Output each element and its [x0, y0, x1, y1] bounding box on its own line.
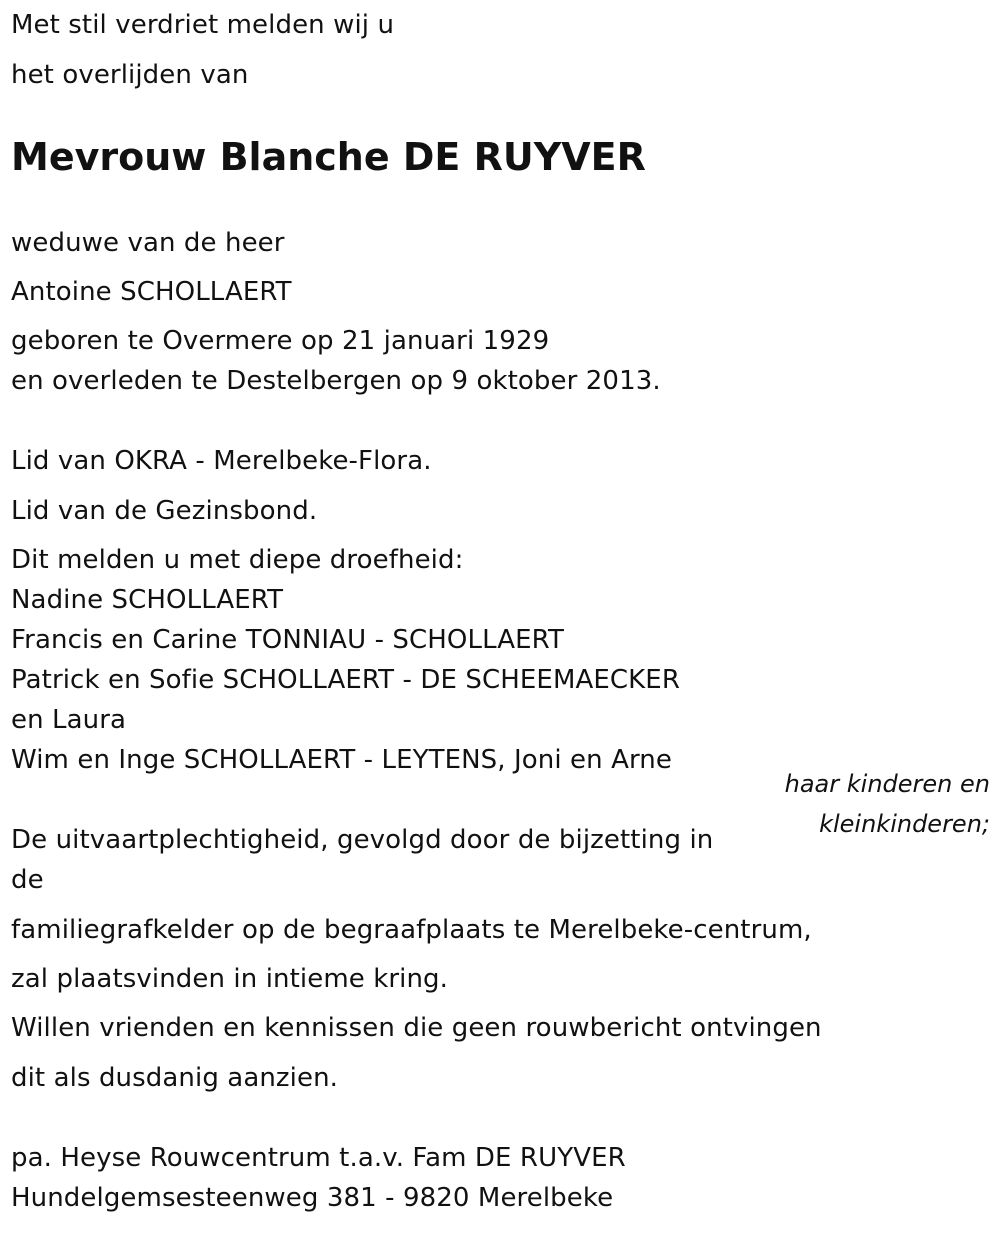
funeral-line-1b: de: [11, 865, 44, 895]
family-member: Patrick en Sofie SCHOLLAERT - DE SCHEEMAECKER: [11, 665, 680, 695]
family-member: Francis en Carine TONNIAU - SCHOLLAERT: [11, 625, 564, 655]
widow-line-1: weduwe van de heer: [11, 228, 285, 258]
funeral-line-4: Willen vrienden en kennissen die geen rouwbericht ontvingen: [11, 1013, 822, 1043]
family-member: Nadine SCHOLLAERT: [11, 585, 284, 615]
deceased-name: Mevrouw Blanche DE RUYVER: [11, 135, 646, 179]
widow-line-2: Antoine SCHOLLAERT: [11, 277, 292, 307]
intro-line-1: Met stil verdriet melden wij u: [11, 10, 395, 40]
funeral-line-1: De uitvaartplechtigheid, gevolgd door de bijzetting in: [11, 825, 714, 855]
intro-line-2: het overlijden van: [11, 60, 249, 90]
family-relation-line-1: haar kinderen en: [784, 770, 990, 798]
funeral-line-3: zal plaatsvinden in intieme kring.: [11, 964, 449, 994]
contact-line-2: Hundelgemsesteenweg 381 - 9820 Merelbeke: [11, 1183, 614, 1213]
birth-line: geboren te Overmere op 21 januari 1929: [11, 326, 550, 356]
family-member: en Laura: [11, 705, 127, 735]
family-heading: Dit melden u met diepe droefheid:: [11, 545, 464, 575]
membership-gezinsbond: Lid van de Gezinsbond.: [11, 496, 318, 526]
funeral-line-2: familiegrafkelder op de begraafplaats te Merelbeke-centrum,: [11, 915, 812, 945]
family-relation-line-2: kleinkinderen;: [819, 810, 990, 838]
death-line: en overleden te Destelbergen op 9 oktober 2013.: [11, 366, 661, 396]
contact-line-1: pa. Heyse Rouwcentrum t.a.v. Fam DE RUYVER: [11, 1143, 626, 1173]
family-member: Wim en Inge SCHOLLAERT - LEYTENS, Joni en Arne: [11, 745, 672, 775]
membership-okra: Lid van OKRA - Merelbeke-Flora.: [11, 446, 432, 476]
funeral-line-5: dit als dusdanig aanzien.: [11, 1063, 339, 1093]
